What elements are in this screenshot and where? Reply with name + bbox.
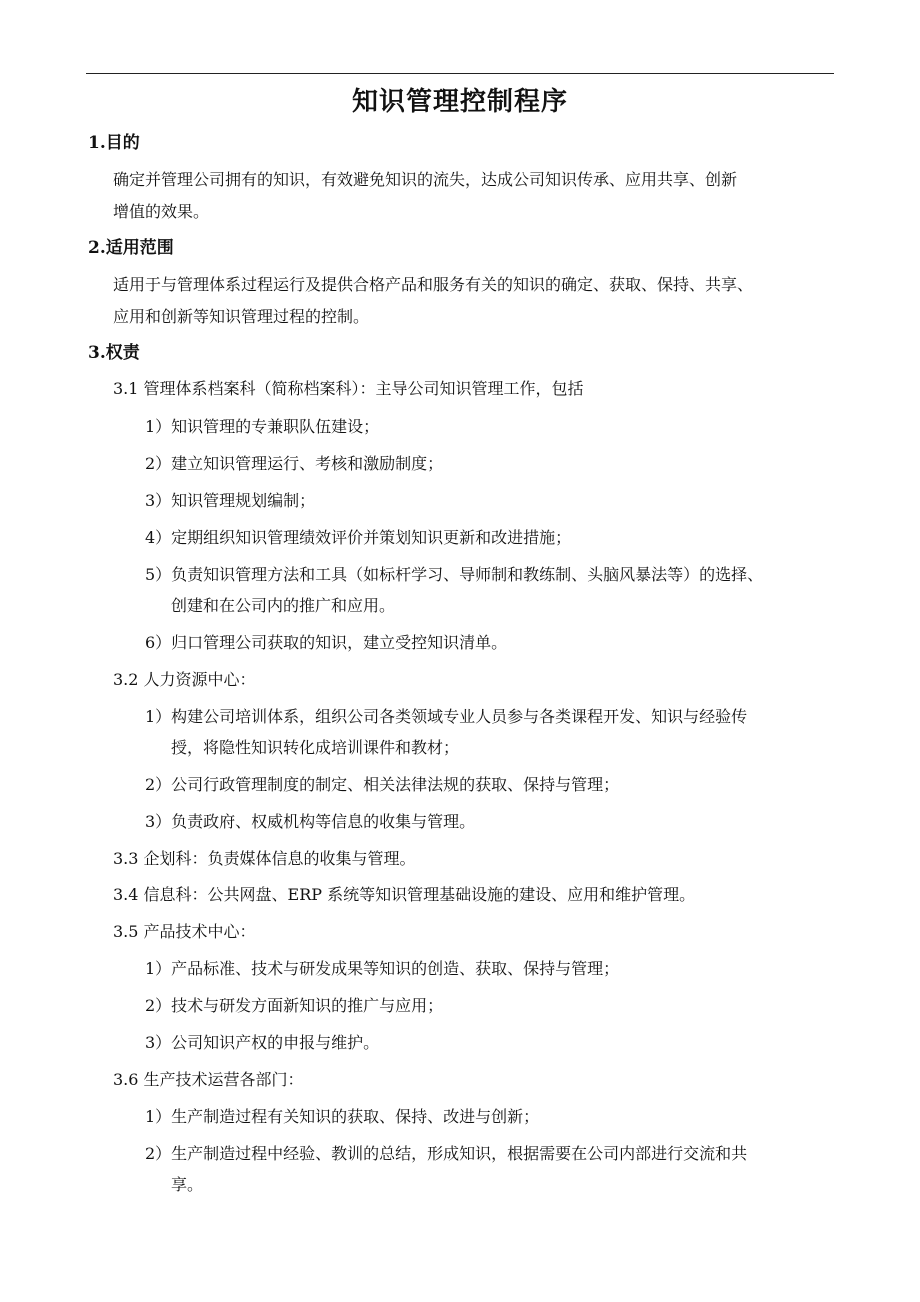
section-3-2-title: 3.2 人力资源中心：: [113, 670, 256, 689]
section-3-1-item-5-line-1: 5）负责知识管理方法和工具（如标杆学习、导师制和教练制、头脑风暴法等）的选择、: [145, 565, 764, 584]
header-rule: [86, 73, 834, 74]
section-1-paragraph-line-1: 确定并管理公司拥有的知识，有效避免知识的流失，达成公司知识传承、应用共享、创新: [113, 170, 738, 189]
section-3-5-item-1: 1）产品标准、技术与研发成果等知识的创造、获取、保持与管理；: [145, 959, 620, 978]
section-3-4: 3.4 信息科：公共网盘、ERP 系统等知识管理基础设施的建设、应用和维护管理。: [113, 885, 696, 904]
section-3-1-item-6: 6）归口管理公司获取的知识，建立受控知识清单。: [145, 633, 508, 652]
section-3-1-item-1: 1）知识管理的专兼职队伍建设；: [145, 417, 380, 436]
section-3-5-item-3: 3）公司知识产权的申报与维护。: [145, 1033, 380, 1052]
section-2-heading: 2.适用范围: [88, 238, 174, 258]
section-3-3: 3.3 企划科：负责媒体信息的收集与管理。: [113, 849, 416, 868]
section-3-1-item-5-line-2: 创建和在公司内的推广和应用。: [171, 596, 396, 615]
section-3-2-item-1-line-2: 授，将隐性知识转化成培训课件和教材；: [171, 738, 460, 757]
section-3-1-item-2: 2）建立知识管理运行、考核和激励制度；: [145, 454, 444, 473]
section-3-5-item-2: 2）技术与研发方面新知识的推广与应用；: [145, 996, 444, 1015]
section-2-paragraph-line-1: 适用于与管理体系过程运行及提供合格产品和服务有关的知识的确定、获取、保持、共享、: [113, 275, 754, 294]
section-3-heading: 3.权责: [88, 343, 140, 363]
section-3-6-title: 3.6 生产技术运营各部门：: [113, 1070, 304, 1089]
section-3-1-item-3: 3）知识管理规划编制；: [145, 491, 316, 510]
section-3-6-item-2-line-1: 2）生产制造过程中经验、教训的总结，形成知识，根据需要在公司内部进行交流和共: [145, 1144, 748, 1163]
section-1-paragraph-line-2: 增值的效果。: [113, 202, 210, 221]
section-3-1-title: 3.1 管理体系档案科（简称档案科）：主导公司知识管理工作，包括: [113, 379, 584, 398]
section-3-6-item-1: 1）生产制造过程有关知识的获取、保持、改进与创新；: [145, 1107, 540, 1126]
section-2-paragraph-line-2: 应用和创新等知识管理过程的控制。: [113, 307, 370, 326]
section-3-2-item-3: 3）负责政府、权威机构等信息的收集与管理。: [145, 812, 476, 831]
section-3-2-item-1-line-1: 1）构建公司培训体系，组织公司各类领域专业人员参与各类课程开发、知识与经验传: [145, 707, 748, 726]
section-3-2-item-2: 2）公司行政管理制度的制定、相关法律法规的获取、保持与管理；: [145, 775, 620, 794]
section-1-heading: 1.目的: [88, 133, 140, 153]
document-title: 知识管理控制程序: [351, 87, 568, 117]
section-3-1-item-4: 4）定期组织知识管理绩效评价并策划知识更新和改进措施；: [145, 528, 572, 547]
section-3-6-item-2-line-2: 享。: [171, 1175, 204, 1194]
section-3-5-title: 3.5 产品技术中心：: [113, 922, 256, 941]
